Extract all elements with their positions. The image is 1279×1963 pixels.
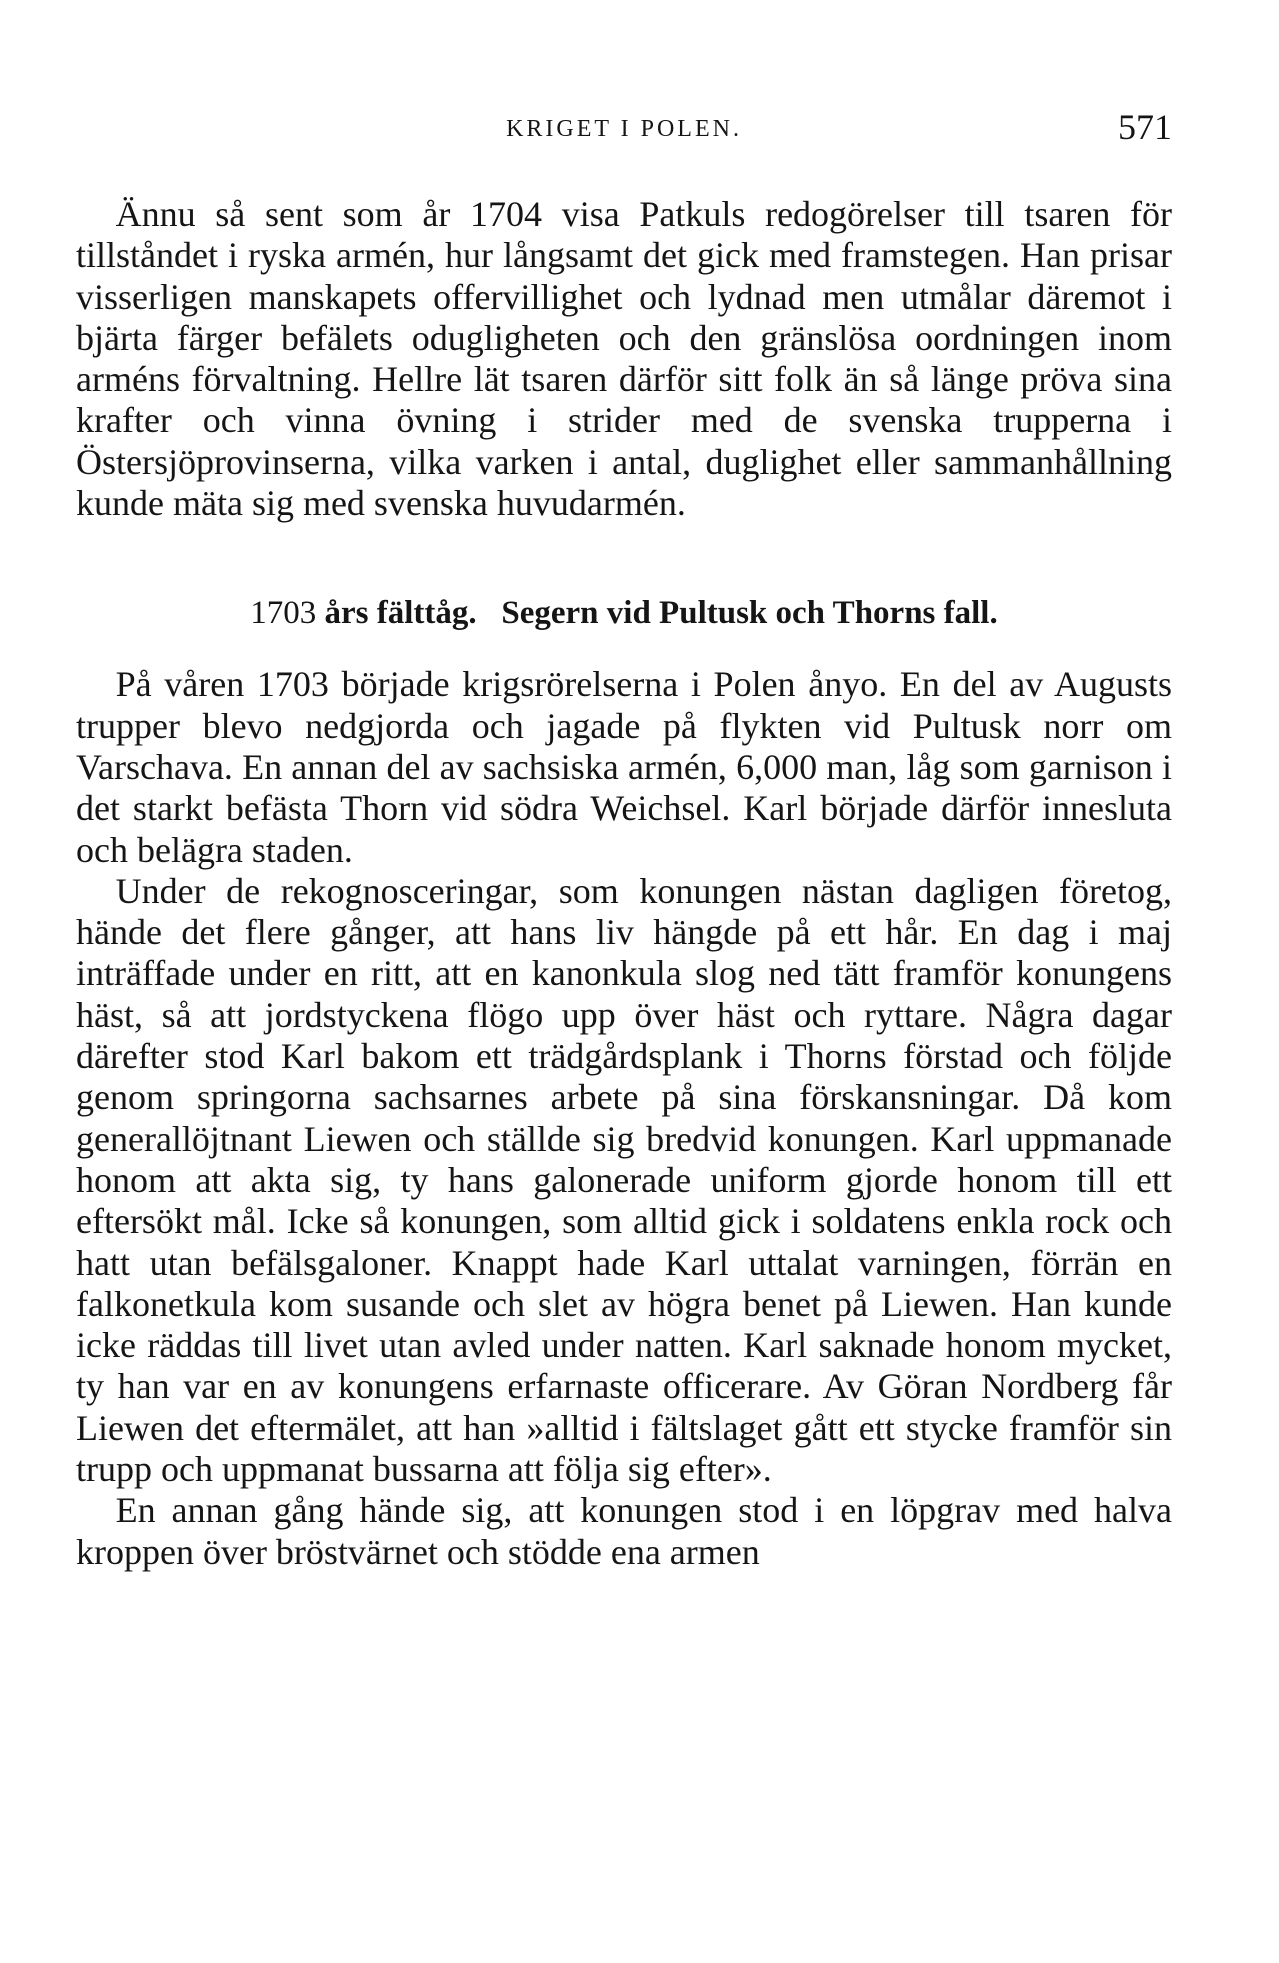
page-number: 571 (1118, 107, 1172, 147)
paragraph-trench: En annan gång hände sig, att konungen stod i en löpgrav med halva kroppen över bröstvärnet och stödde ena armen (76, 1490, 1172, 1572)
book-page (76, 100, 1172, 1573)
section-heading (76, 592, 1172, 634)
paragraph-reconnaissance: Under de rekognosceringar, som konungen nästan dagligen företog, hände det flere gånger, att hans liv hängde på ett hår. En dag i maj inträffade under en ritt, att en kanonkula slog ned tätt framför konungens häst, så att jordstyckena flögo upp över häst och ryttare. Några dagar därefter stod Karl bakom ett trädgårdsplank i Thorns förstad och följde genom springorna sachsarnes arbete på sina förskansningar. Då kom generallöjtnant Liewen och ställde sig bredvid konungen. Karl uppmanade honom att akta sig, ty hans galonerade uniform gjorde honom till ett eftersökt mål. Icke så konungen, som alltid gick i soldatens enkla rock och hatt utan befälsgaloner. Knappt hade Karl uttalat varningen, förrän en falkonetkula kom susande och slet av högra benet på Liewen. Han kunde icke räddas till livet utan avled under natten. Karl saknade honom mycket, ty han var en av konungens erfarnaste officerare. Av Göran Nordberg får Liewen det eftermälet, att han »alltid i fältslaget gått ett stycke framför sin trupp och uppmanat bussarna att följa sig efter». (76, 870, 1172, 1490)
section-heading-text: års fälttåg. Segern vid Pultusk och Thorns fall. (316, 595, 998, 632)
running-title: KRIGET I POLEN. (506, 116, 742, 142)
running-header (76, 100, 1172, 148)
paragraph-spring-campaign: På våren 1703 började krigsrörelserna i Polen ånyo. En del av Augusts trupper blevo nedgjorda och jagade på flykten vid Pultusk norr om Varschava. En annan del av sachsiska armén, 6,000 man, låg som garnison i det starkt befästa Thorn vid södra Weichsel. Karl började därför innesluta och belägra staden. (76, 664, 1172, 870)
section-heading-year: 1703 (250, 595, 317, 632)
paragraph-patkul-report: Ännu så sent som år 1704 visa Patkuls redogörelser till tsaren för tillståndet i ryska armén, hur långsamt det gick med framstegen. Han prisar visserligen manskapets offervillighet och lydnad men utmålar däremot i bjärta färger befälets odugligheten och den gränslösa oordningen inom arméns förvaltning. Hellre lät tsaren därför sitt folk än så länge pröva sina krafter och vinna övning i strider med de svenska trupperna i Östersjöprovinserna, vilka varken i antal, duglighet eller sammanhållning kunde mäta sig med svenska huvudarmén. (76, 194, 1172, 524)
